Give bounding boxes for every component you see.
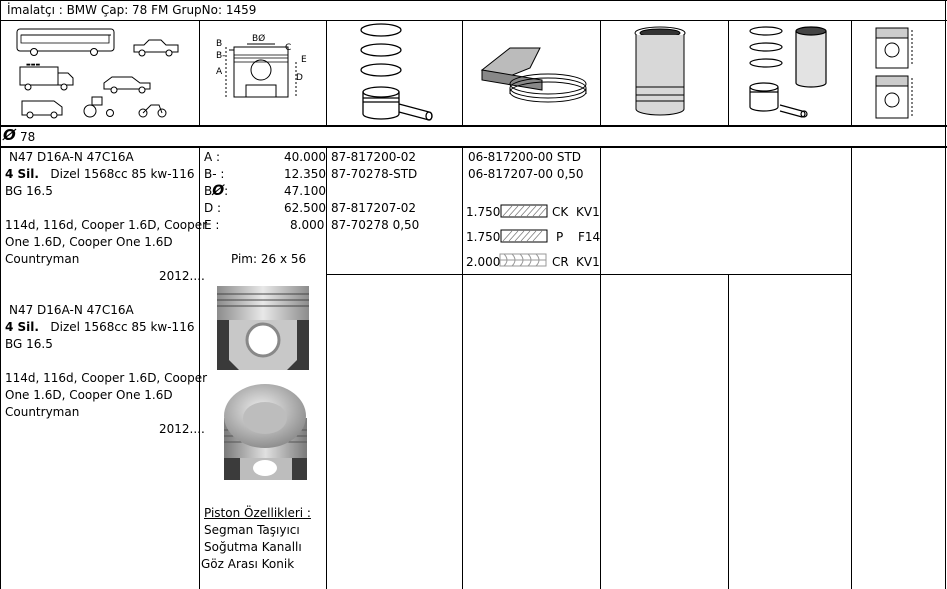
ring-2-profile-icon (500, 228, 550, 244)
icon-col-divider (462, 20, 463, 126)
dim-b-value: 12.350 (284, 167, 326, 181)
ring-2-material: F14 (578, 230, 601, 244)
piston-dimension-diagram-icon (212, 32, 312, 107)
app1-year: 2012.... (159, 269, 205, 283)
pin-size: Pim: 26 x 56 (231, 252, 307, 266)
piston-photo-top (213, 284, 313, 370)
app1-models-3: Countryman (5, 252, 80, 266)
body-col-divider (326, 147, 327, 589)
ring-3-width: 2.000 (466, 255, 501, 269)
app2-models-3: Countryman (5, 405, 80, 419)
app1-models-1: 114d, 116d, Cooper 1.6D, Cooper (5, 218, 208, 232)
cylinder-liner-icon (630, 25, 690, 120)
svg-text:▬▬▬: ▬▬▬ (26, 62, 41, 68)
body-col-divider (728, 274, 729, 589)
diameter-symbol: Ø (3, 126, 16, 144)
dim-a-value: 40.000 (284, 150, 326, 164)
app2-cyl-spec: 4 Sil. Dizel 1568cc 85 kw-116 (5, 320, 195, 334)
icon-col-divider (199, 20, 200, 126)
frame-top (0, 0, 947, 1)
ring-3-profile-icon (498, 251, 550, 269)
dim-label-b: B (216, 39, 223, 49)
piston-code-std-ref: 87-70278-STD (331, 167, 418, 181)
app2-bg: BG 16.5 (5, 337, 53, 351)
dim-b-label: B- : (204, 167, 225, 181)
dim-label-e: E (301, 55, 307, 65)
dim-label-d: D (296, 73, 303, 83)
dim-a-label: A : (204, 150, 221, 164)
ring-1-width: 1.750 (466, 205, 501, 219)
app2-year: 2012.... (159, 422, 205, 436)
diameter-value: 78 (20, 130, 36, 144)
ring-2-type: P (556, 230, 564, 244)
dim-d-label: D : (204, 201, 222, 215)
app1-models-2: One 1.6D, Cooper One 1.6D (5, 235, 173, 249)
piston-code-oversize: 87-817207-02 (331, 201, 417, 215)
ring-1-type: CK (552, 205, 569, 219)
header-divider (0, 20, 947, 21)
spec-row-divider (326, 274, 852, 275)
body-col-divider (462, 147, 463, 589)
frame-left (0, 0, 1, 589)
icon-col-divider (728, 20, 729, 126)
icon-col-divider (851, 20, 852, 126)
dim-label-a: A (216, 67, 223, 77)
ring-compressor-tool-icon (478, 40, 593, 110)
ring-code-std: 06-817200-00 STD (468, 150, 582, 164)
ring-set-and-piston-icon (355, 22, 440, 122)
app2-models-1: 114d, 116d, Cooper 1.6D, Cooper (5, 371, 208, 385)
dim-label-b-dia: BØ (252, 34, 266, 44)
vehicles-icon (14, 25, 189, 120)
app1-engine: N47 D16A-N 47C16A (9, 150, 134, 164)
ring-2-width: 1.750 (466, 230, 501, 244)
dim-bdia-label: BØ: (204, 183, 229, 199)
piston-code-oversize-ref: 87-70278 0,50 (331, 218, 420, 232)
ring-3-type: CR (552, 255, 569, 269)
dim-e-label: E : (204, 218, 220, 232)
diameter-bottom-divider (0, 146, 947, 148)
piston-feature-1: Segman Taşıyıcı (204, 523, 300, 537)
app2-models-2: One 1.6D, Cooper One 1.6D (5, 388, 173, 402)
app2-engine: N47 D16A-N 47C16A (9, 303, 134, 317)
dim-label-b2: B- (216, 51, 226, 61)
body-col-divider (851, 147, 852, 589)
app1-cyl-spec: 4 Sil. Dizel 1568cc 85 kw-116 (5, 167, 195, 181)
ring-3-material: KV1 (576, 255, 600, 269)
icon-col-divider (326, 20, 327, 126)
ring-code-oversize: 06-817207-00 0,50 (468, 167, 584, 181)
body-col-divider (600, 147, 601, 589)
ring-1-material: KV1 (576, 205, 600, 219)
piston-feature-3: Göz Arası Konik (201, 557, 295, 571)
dim-e-value: 8.000 (290, 218, 325, 232)
dim-bdia-value: 47.100 (284, 184, 326, 198)
piston-kit-icon (746, 25, 831, 120)
dim-d-value: 62.500 (284, 201, 326, 215)
piston-photo-bottom (218, 378, 313, 486)
piston-features-title: Piston Özellikleri : (204, 506, 311, 520)
icon-col-divider (600, 20, 601, 126)
body-col-divider (199, 147, 200, 589)
piston-code-std: 87-817200-02 (331, 150, 417, 164)
icons-bottom-divider (0, 125, 947, 127)
app1-bg: BG 16.5 (5, 184, 53, 198)
frame-right (945, 0, 946, 589)
dim-label-c: C (285, 43, 292, 53)
ring-1-profile-icon (500, 203, 550, 219)
piston-side-views-icon (872, 24, 922, 122)
piston-feature-2: Soğutma Kanallı (204, 540, 302, 554)
header-info: İmalatçı : BMW Çap: 78 FM GrupNo: 1459 (7, 3, 257, 17)
